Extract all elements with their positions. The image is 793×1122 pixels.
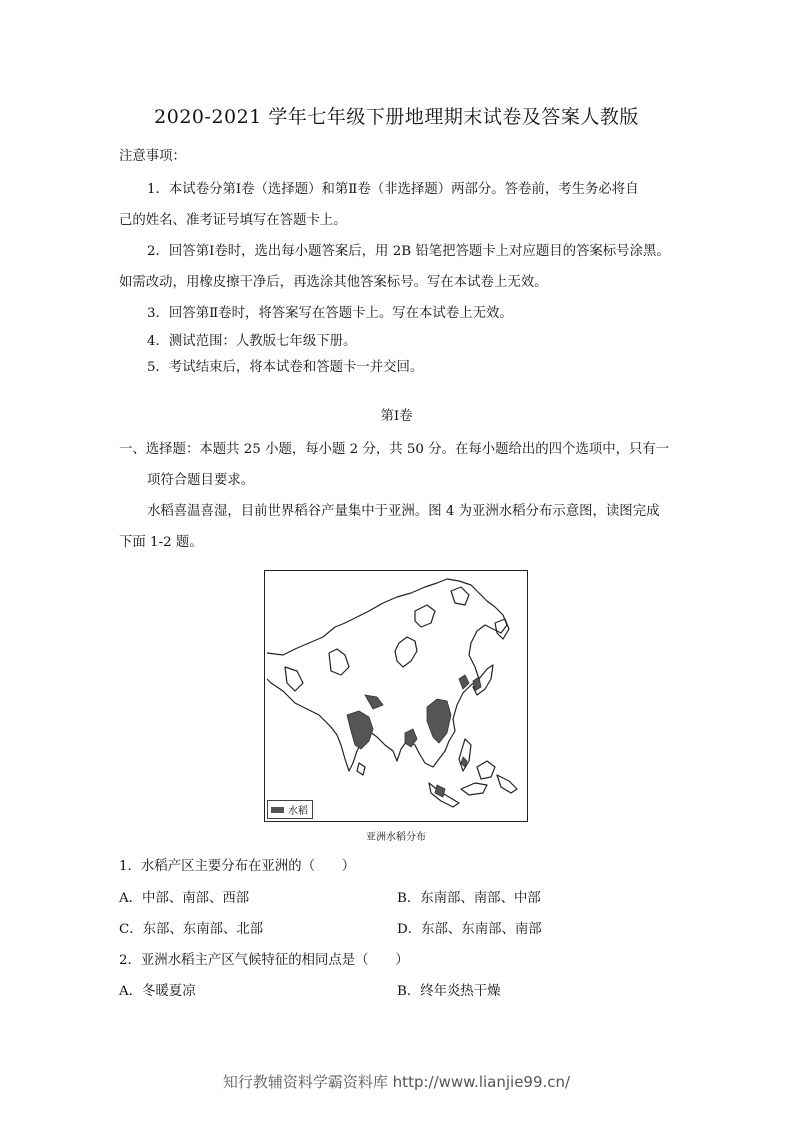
- notice-3: 3．回答第Ⅱ卷时，将答案写在答题卡上。写在本试卷上无效。: [147, 306, 513, 321]
- asia-map-drawing: [265, 571, 527, 821]
- question-2-option-a: A．冬暖夏凉: [119, 984, 196, 999]
- question-1-stem: 1．水稻产区主要分布在亚洲的（ ）: [119, 859, 356, 874]
- part-one-line-2: 项符合题目要求。: [147, 473, 255, 488]
- question-2-stem: 2．亚洲水稻主产区气候特征的相同点是（ ）: [119, 953, 409, 968]
- intro-line-1: 水稻喜温喜湿，目前世界稻谷产量集中于亚洲。图 4 为亚洲水稻分布示意图，读图完成: [147, 504, 660, 519]
- notice-1-line-1: 1．本试卷分第Ⅰ卷（选择题）和第Ⅱ卷（非选择题）两部分。答卷前，考生务必将自: [147, 182, 639, 197]
- question-1-option-c: C．东部、东南部、北部: [119, 922, 264, 937]
- page-title: 2020-2021 学年七年级下册地理期末试卷及答案人教版: [154, 106, 639, 128]
- intro-line-2: 下面 1-2 题。: [119, 535, 203, 550]
- asia-rice-map: [264, 570, 528, 822]
- notice-2-line-1: 2．回答第Ⅰ卷时，选出每小题答案后，用 2B 铅笔把答题卡上对应题目的答案标号涂黑。: [147, 244, 670, 259]
- section-title: 第Ⅰ卷: [380, 409, 413, 424]
- notice-5: 5．考试结束后，将本试卷和答题卡一并交回。: [147, 360, 424, 375]
- figure-caption: 亚洲水稻分布: [366, 832, 426, 843]
- part-one-line-1: 一、选择题：本题共 25 小题，每小题 2 分，共 50 分。在每小题给出的四个选项中，只有一: [119, 442, 670, 457]
- question-1-option-b: B．东南部、南部、中部: [397, 891, 541, 906]
- question-2-option-b: B．终年炎热干燥: [397, 984, 501, 999]
- notice-2-line-2: 如需改动，用橡皮擦干净后，再选涂其他答案标号。写在本试卷上无效。: [119, 275, 548, 290]
- legend-label: 水稻: [288, 806, 308, 817]
- question-1-option-a: A．中部、南部、西部: [119, 891, 250, 906]
- notice-heading: 注意事项：: [119, 149, 186, 164]
- notice-4: 4．测试范围：人教版七年级下册。: [147, 334, 357, 349]
- map-legend: [267, 800, 313, 819]
- footer-watermark: 知行教辅资料学霸资料库 http://www.lianjie99.cn/: [222, 1073, 571, 1091]
- question-1-option-d: D．东部、东南部、南部: [397, 922, 542, 937]
- rice-legend-swatch: [271, 807, 284, 813]
- notice-1-line-2: 己的姓名、准考证号填写在答题卡上。: [119, 213, 347, 228]
